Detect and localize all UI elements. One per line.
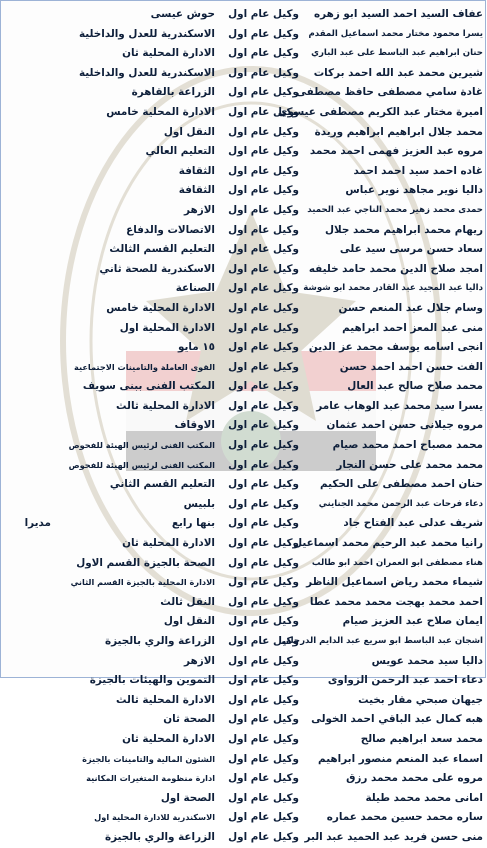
- job-title: وكيل عام اول: [228, 66, 299, 79]
- employee-name: منى عبد المعز احمد ابراهيم: [342, 321, 483, 334]
- job-title: وكيل عام اول: [228, 811, 299, 824]
- department: الصحة اول: [160, 791, 215, 804]
- list-item: [1, 319, 487, 339]
- department: ادارة منظومة المتغيرات المكانية: [86, 773, 215, 784]
- department: الادارة المحلية ثان: [122, 47, 215, 60]
- list-item: [1, 25, 487, 45]
- job-title: وكيل عام اول: [228, 145, 299, 158]
- list-item: [1, 83, 487, 103]
- job-title: وكيل عام اول: [228, 399, 299, 412]
- job-title: وكيل عام اول: [228, 321, 299, 334]
- job-title: وكيل عام اول: [228, 8, 299, 20]
- employee-name: داليا عبد المجيد عبد القادر محمد ابو شوشة: [303, 283, 483, 294]
- list-item: [1, 475, 487, 495]
- list-item: [1, 730, 487, 750]
- department: الازهر: [184, 654, 215, 667]
- job-title: وكيل عام اول: [228, 105, 299, 118]
- department: المكتب الفنى ببنى سويف: [82, 380, 215, 393]
- list-item: [1, 123, 487, 143]
- employee-name: محمد سعد ابراهيم صالح: [360, 732, 483, 745]
- job-title: وكيل عام اول: [228, 674, 299, 687]
- department: الشئون المالية والتامينات بالجيزة: [82, 753, 215, 764]
- list-item: [1, 44, 487, 64]
- department: الاوقاف: [174, 419, 215, 432]
- employee-name: هناء مصطفى ابو العمران احمد ابو طالب: [311, 557, 483, 568]
- employee-name: مروه جيلانى حسن احمد عثمان: [326, 419, 483, 432]
- employee-name: غاده احمد سيد احمد احمد: [353, 164, 483, 177]
- employee-name: يسرا محمود مختار محمد اسماعيل المقدم: [308, 28, 483, 39]
- department: القوى العاملة والتامينات الاجتماعية: [74, 361, 215, 372]
- employee-name: محمد محمد على حسن النجار: [336, 458, 483, 471]
- department: الادارة المحلية خامس: [106, 301, 215, 314]
- department: الصحة بالجيزة القسم الاول: [76, 556, 215, 569]
- employee-name: مروه على محمد محمد رزق: [346, 772, 483, 785]
- list-item: [1, 612, 487, 632]
- list-item: [1, 808, 487, 828]
- list-item: [1, 436, 487, 456]
- department: الاسكندرية للادارة المحلية اول: [94, 812, 215, 823]
- department: بلبيس: [183, 497, 215, 510]
- department: الاسكندرية للعدل والداخلية: [78, 66, 215, 79]
- department: النقل ثالث: [160, 595, 215, 608]
- job-title: وكيل عام اول: [228, 164, 299, 177]
- job-title: وكيل عام اول: [228, 713, 299, 726]
- department: التعليم القسم الثالث: [109, 243, 215, 256]
- job-title: وكيل عام اول: [228, 282, 299, 295]
- employee-name: عفاف السيد احمد السيد ابو زهره: [314, 8, 483, 20]
- job-title: وكيل عام اول: [228, 301, 299, 314]
- job-title: وكيل عام اول: [228, 262, 299, 275]
- list-item: [1, 691, 487, 711]
- employee-name: رانيا محمد عبد الرحيم محمد اسماعيل: [293, 537, 483, 550]
- list-item: [1, 789, 487, 809]
- job-title: وكيل عام اول: [228, 635, 299, 647]
- employee-name: شيماء محمد رياض اسماعيل الناظر: [306, 576, 483, 589]
- job-title: وكيل عام اول: [228, 693, 299, 706]
- list-item: [1, 162, 487, 182]
- job-title: وكيل عام اول: [228, 86, 299, 99]
- department: الصناعة: [175, 282, 215, 295]
- employee-name: شريف عدلى عبد الفتاح جاد: [343, 517, 483, 530]
- job-title: وكيل عام اول: [228, 203, 299, 216]
- list-item: [1, 181, 487, 201]
- list-item: [1, 573, 487, 593]
- list-item: [1, 828, 487, 848]
- employee-name: محمد مصباح احمد محمد صيام: [332, 439, 483, 452]
- department: الزراعة بالقاهرة: [131, 86, 215, 99]
- list-item: [1, 279, 487, 299]
- job-title: وكيل عام اول: [228, 654, 299, 667]
- department: الادارة المحلية ثان: [122, 537, 215, 550]
- list-item: [1, 456, 487, 476]
- department: الازهر: [184, 203, 215, 216]
- list-item: [1, 514, 487, 534]
- job-title: وكيل عام اول: [228, 478, 299, 491]
- department: الاتصالات والدفاع: [126, 223, 215, 236]
- list-item: [1, 632, 487, 652]
- employee-name: ريهام محمد ابراهيم محمد جلال: [325, 223, 483, 236]
- employee-name: مروه عبد العزيز فهمى احمد محمد: [309, 145, 483, 158]
- employee-name: هبه كمال عبد الباقي احمد الخولى: [311, 713, 483, 726]
- job-title: وكيل عام اول: [228, 791, 299, 804]
- department: الادارة المحلية ثان: [122, 732, 215, 745]
- list-item: [1, 377, 487, 397]
- list-item: [1, 769, 487, 789]
- job-title: وكيل عام اول: [228, 27, 299, 40]
- employee-name: الفت حسن احمد احمد حسن: [339, 360, 483, 373]
- department: الصحة ثان: [163, 713, 215, 726]
- job-title: وكيل عام اول: [228, 380, 299, 393]
- list-item: [1, 64, 487, 84]
- job-title: وكيل عام اول: [228, 772, 299, 785]
- department: المكتب الفنى لرئيس الهيئة للفحوص: [68, 440, 215, 451]
- employee-name: حمدى محمد زهير محمد الناجي عبد الحميد: [307, 204, 483, 215]
- list-item: [1, 593, 487, 613]
- employee-name: وسام جلال عبد المنعم حسن: [338, 301, 483, 314]
- department: الادارة المحلية ثالث: [116, 693, 215, 706]
- employee-name: غادة سامي مصطفى حافظ مصطفى: [296, 86, 483, 99]
- department: الادارة المحلية خامس: [106, 105, 215, 118]
- employee-name: دعاء فرحات عبد الرحمن محمد الجنايني: [318, 498, 483, 509]
- job-title: وكيل عام اول: [228, 125, 299, 138]
- employee-name: امجد صلاح الدين محمد حامد خليفه: [308, 262, 483, 275]
- job-title: وكيل عام اول: [228, 497, 299, 510]
- list-item: [1, 299, 487, 319]
- department: المكتب الفنى لرئيس الهيئة للفحوص: [68, 459, 215, 470]
- list-item: [1, 671, 487, 691]
- department: الاسكندرية للعدل والداخلية: [78, 27, 215, 40]
- job-title: وكيل عام اول: [228, 517, 299, 530]
- job-title: وكيل عام اول: [228, 458, 299, 471]
- job-title: وكيل عام اول: [228, 341, 299, 354]
- department: الثقافة: [178, 164, 215, 177]
- job-title: وكيل عام اول: [228, 243, 299, 256]
- job-title: وكيل عام اول: [228, 595, 299, 608]
- job-title: وكيل عام اول: [228, 184, 299, 197]
- department: الادارة المحلية بالجيزة القسم الثاني: [70, 577, 215, 588]
- employee-name: اشجان عبد الباسط ابو سريع عبد الدايم الدرجلي: [281, 636, 483, 646]
- department: النقل اول: [163, 615, 215, 628]
- employee-name: احمد محمد بهجت محمد محمد عطا: [309, 595, 483, 608]
- list-item: [1, 338, 487, 358]
- job-title: وكيل عام اول: [228, 752, 299, 765]
- job-title: وكيل عام اول: [228, 537, 299, 550]
- list-item: [1, 358, 487, 378]
- employee-name: اميرة مختار عبد الكريم مصطفى عيسوى: [277, 105, 483, 118]
- department: الثقافة: [178, 184, 215, 197]
- job-title: وكيل عام اول: [228, 439, 299, 452]
- department: التعليم القسم الثاني: [109, 478, 215, 491]
- list-item: [1, 103, 487, 123]
- department: التعليم العالي: [145, 145, 215, 158]
- list-item: [1, 652, 487, 672]
- list-item: [1, 495, 487, 515]
- employee-name: منى حسن فريد عبد الحميد عبد البر: [304, 830, 483, 843]
- department: الاسكندرية للصحة ثاني: [99, 262, 215, 275]
- list-item: [1, 5, 487, 25]
- employee-name: ايمان صلاح عبد العزيز صيام: [342, 615, 483, 628]
- list-item: [1, 142, 487, 162]
- department: الزراعة والري بالجيزة: [104, 635, 215, 647]
- list-item: [1, 534, 487, 554]
- employee-name: امانى محمد محمد طيلة: [365, 791, 483, 804]
- department: الادارة المحلية ثالث: [116, 399, 215, 412]
- list-item: [1, 710, 487, 730]
- department: ١٥ مايو: [177, 341, 215, 354]
- list-item: [1, 260, 487, 280]
- list-item: [1, 416, 487, 436]
- employee-name: سعاد حسن مرسى سيد على: [339, 243, 483, 256]
- employee-name: حنان احمد مصطفى على الحكيم: [319, 478, 483, 491]
- job-title: وكيل عام اول: [228, 47, 299, 60]
- job-title: وكيل عام اول: [228, 360, 299, 373]
- employee-name: محمد جلال ابراهيم ابراهيم وريدة: [314, 125, 483, 138]
- job-title: وكيل عام اول: [228, 830, 299, 843]
- department: حوش عيسى: [150, 8, 215, 20]
- job-title: وكيل عام اول: [228, 732, 299, 745]
- job-title: وكيل عام اول: [228, 419, 299, 432]
- job-title: وكيل عام اول: [228, 556, 299, 569]
- employee-name: يسرا سيد محمد عبد الوهاب عامر: [316, 399, 483, 412]
- employee-name: جيهان صبحي مقار بخيت: [358, 693, 483, 706]
- list-item: [1, 221, 487, 241]
- list-item: [1, 554, 487, 574]
- department: النقل اول: [163, 125, 215, 138]
- note: مديرا: [24, 517, 51, 530]
- list-item: [1, 750, 487, 770]
- department: الزراعة والري بالجيزة: [104, 830, 215, 843]
- job-title: وكيل عام اول: [228, 576, 299, 589]
- employee-name: دعاء احمد عبد الرحمن الزواوى: [327, 674, 483, 687]
- employee-name: داليا سيد محمد عويس: [371, 654, 483, 667]
- department: الادارة المحلية اول: [119, 321, 215, 334]
- employee-name: شيرين محمد عبد الله احمد بركات: [313, 66, 483, 79]
- job-title: وكيل عام اول: [228, 615, 299, 628]
- employee-name: محمد صلاح صالح عبد العال: [347, 380, 483, 393]
- employee-name: ساره محمد حسين محمد عماره: [326, 811, 483, 824]
- employee-name: انجى اسامه يوسف محمد عز الدين: [308, 341, 483, 354]
- employee-name: اسماء عبد المنعم منصور ابراهيم: [318, 752, 483, 765]
- employee-name: حنان ابراهيم عبد الباسط على عبد الباري: [311, 48, 483, 59]
- department: بنها رابع: [171, 517, 215, 530]
- employee-list: [1, 5, 487, 848]
- list-item: [1, 240, 487, 260]
- employee-name: داليا نوير مجاهد نوير عباس: [345, 184, 483, 197]
- list-item: [1, 397, 487, 417]
- list-item: [1, 201, 487, 221]
- job-title: وكيل عام اول: [228, 223, 299, 236]
- department: التموين والهيئات بالجيزة: [89, 674, 215, 687]
